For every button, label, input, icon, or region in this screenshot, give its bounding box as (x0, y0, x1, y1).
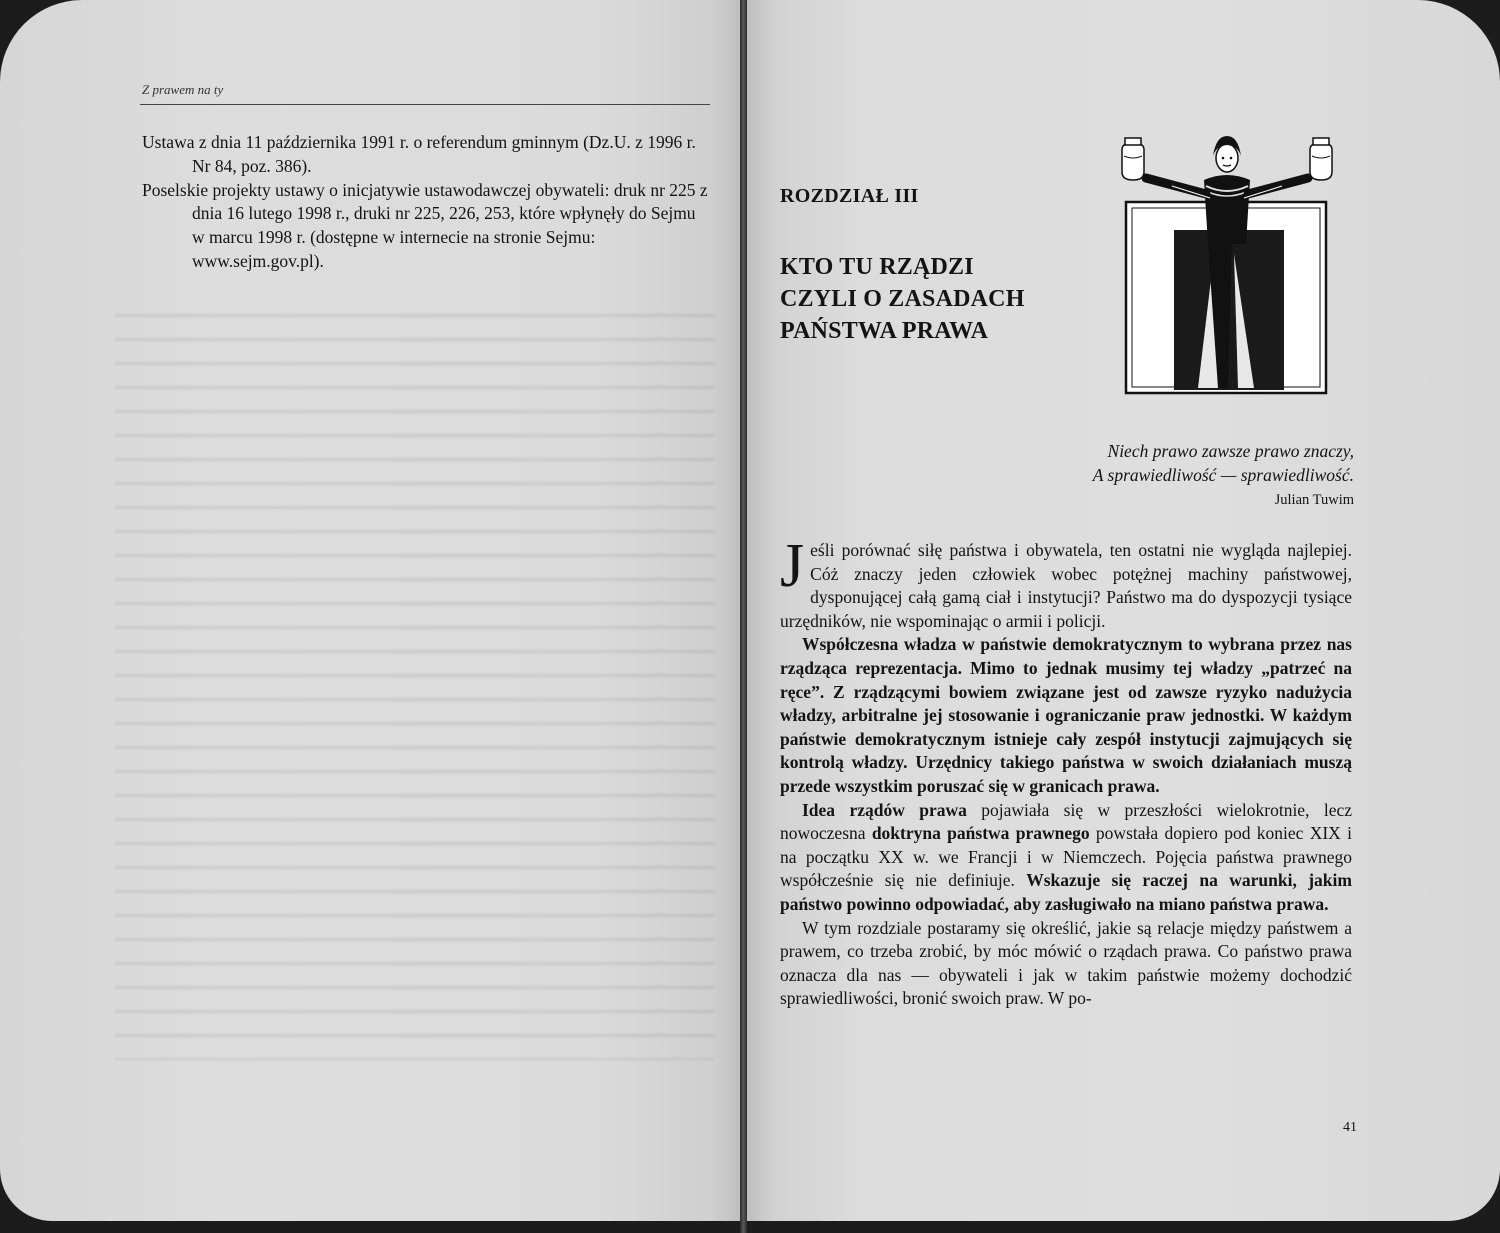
paragraph-text: eśli porównać siłę państwa i obywatela, ten ostatni nie wygląda najlepiej. Cóż znaczy jeden człowiek wobec potężnej machiny państwowej, dysponującej całą gamą ciał i instytucji? Państwo ma do dyspozycji tysiące urzędników, nie wspominając o armii i policji. (780, 540, 1352, 631)
page-number: 41 (1343, 1120, 1357, 1135)
reference-item: Ustawa z dnia 11 października 1991 r. o referendum gminnym (Dz.U. z 1996 r. Nr 84, poz. 386). (142, 132, 696, 176)
left-page (0, 0, 743, 1221)
references-list (142, 131, 712, 274)
paragraph-text: W tym rozdziale postaramy się określić, jakie są relacje między państwem a prawem, co trzeba zrobić, by móc mówić o rządach prawa. Co państwo prawa oznacza dla nas — obywateli i jak w takim państwie możemy dochodzić sprawiedliwości, bronić swoich praw. W po- (780, 917, 1352, 1009)
epigraph (900, 440, 1354, 513)
chapter-title-line: CZYLI O ZASADACH (780, 286, 1025, 312)
paragraph-text: powstała dopiero pod koniec XIX i na początku XX w. we Francji i w Niemczech. Pojęcia państwa prawnego współcześnie się nie definiuje. (780, 823, 1352, 891)
justice-figure-illustration (1112, 126, 1342, 396)
emphasis: Idea rządów prawa (802, 799, 967, 820)
running-head: Z prawem na ty (142, 82, 224, 97)
emphasis: doktryna państwa prawnego (871, 823, 1090, 844)
paragraph-text: Współczesna władza w państwie demokratycznym to wybrana przez nas rządząca reprezentacja. Mimo to jednak musimy tej władzy „patrzeć na ręce”. Z rządzącymi bowiem związane jest od zawsze ryzyko nadużycia władzy, arbitralne jej stosowanie i ograniczanie praw jednostki. W każdym państwie demokratycznym istnieje cały zespół instytucji zajmujących się kontrolą władzy. Urzędnicy takiego państwa w swoich działaniach muszą przede wszystkim poruszać się w granicach prawa. (780, 634, 1352, 796)
paragraph-text: pojawiała się w przeszłości wielokrotnie, lecz nowoczesna (780, 799, 1352, 844)
reference-item: Poselskie projekty ustawy o inicjatywie ustawodawczej obywateli: druk nr 225 z dnia 16 lutego 1998 r., druki nr 225, 226, 253, które wpłynęły do Sejmu w marcu 1998 r. (dostępne w internecie na stronie Sejmu: www.sejm.gov.pl). (142, 179, 708, 271)
epigraph-line: A sprawiedliwość — sprawiedliwość. (1092, 464, 1354, 485)
chapter-title-line: KTO TU RZĄDZI (780, 254, 974, 280)
book-gutter (740, 0, 747, 1233)
chapter-body (780, 532, 1352, 1011)
chapter-title-line: PAŃSTWA PRAWA (780, 318, 989, 344)
show-through-text (115, 300, 715, 1060)
paragraph (780, 633, 1352, 798)
emphasis: Wskazuje się raczej na warunki, jakim państwo powinno odpowiadać, aby zasługiwało na miano państwa prawa. (780, 870, 1352, 914)
header-rule (140, 104, 710, 105)
epigraph-author: Julian Tuwim (1274, 492, 1354, 508)
paragraph (780, 532, 1352, 633)
paragraph (780, 917, 1352, 1011)
chapter-label: ROZDZIAŁ III (780, 185, 919, 207)
paragraph (780, 799, 1352, 917)
epigraph-line: Niech prawo zawsze prawo znaczy, (1107, 441, 1354, 461)
drop-cap: J (780, 532, 805, 600)
chapter-title (780, 251, 1120, 347)
